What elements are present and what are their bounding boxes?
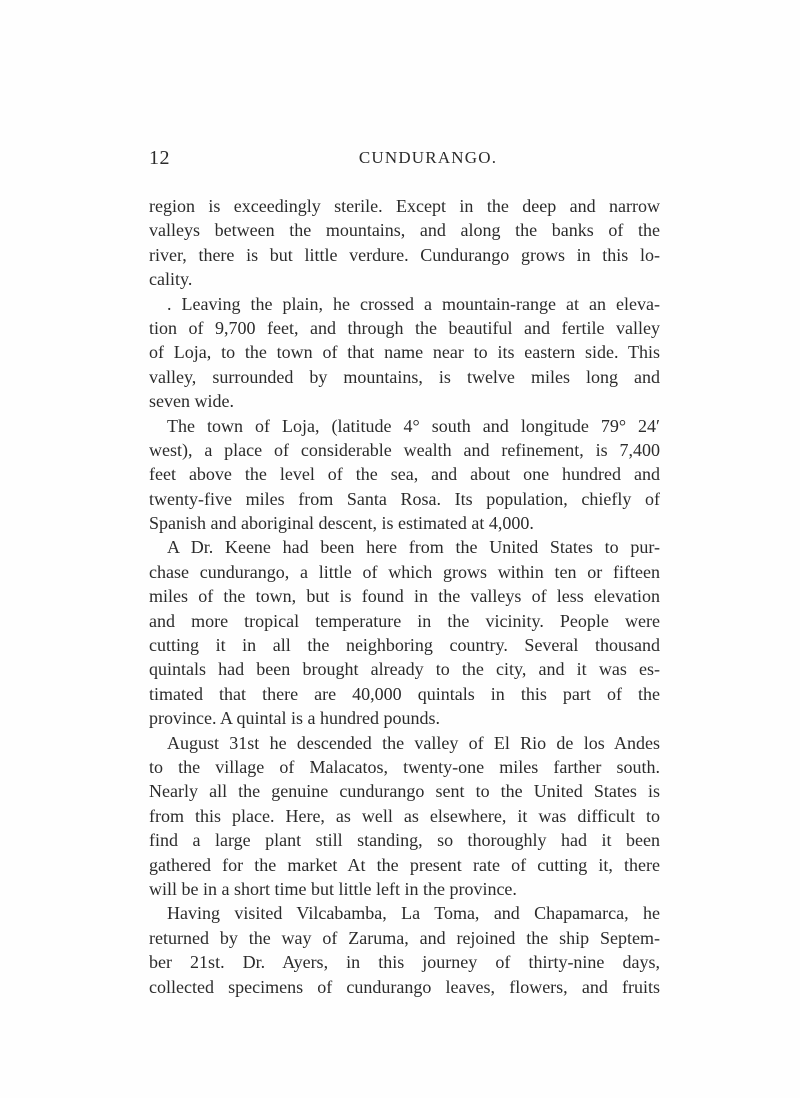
text-line: and more tropical temperature in the vicinity. People were bbox=[149, 610, 660, 631]
text-line: collected specimens of cundurango leaves, flowers, and fruits bbox=[149, 976, 660, 997]
text-line: Having visited Vilcabamba, La Toma, and Chapamarca, he bbox=[167, 903, 660, 924]
text-line: chase cundurango, a little of which grows within ten or fifteen bbox=[149, 561, 660, 582]
text-line: region is exceedingly sterile. Except in the deep and narrow bbox=[149, 196, 660, 216]
text-line: The town of Loja, (latitude 4° south and longitude 79° 24′ bbox=[167, 415, 660, 436]
text-line: August 31st he descended the valley of El Rio de los Andes bbox=[167, 732, 660, 753]
text-line: of Loja, to the town of that name near to its eastern side. This bbox=[149, 342, 660, 363]
body-text bbox=[149, 194, 660, 999]
text-line: feet above the level of the sea, and about one hundred and bbox=[149, 464, 660, 485]
text-line: gathered for the market At the present rate of cutting it, there bbox=[149, 854, 660, 875]
text-line: valleys between the mountains, and along the banks of the bbox=[149, 220, 660, 241]
text-line: from this place. Here, as well as elsewhere, it was difficult to bbox=[149, 805, 660, 826]
text-line: west), a place of considerable wealth and refinement, is 7,400 bbox=[149, 439, 660, 460]
text-line: seven wide. bbox=[149, 391, 234, 412]
text-line: A Dr. Keene had been here from the United States to pur- bbox=[167, 537, 660, 558]
text-line: miles of the town, but is found in the valleys of less elevation bbox=[149, 586, 660, 607]
text-line: province. A quintal is a hundred pounds. bbox=[149, 708, 440, 729]
running-title: CUNDURANGO. bbox=[358, 148, 498, 167]
text-line: to the village of Malacatos, twenty-one miles farther south. bbox=[149, 756, 660, 777]
text-line: returned by the way of Zaruma, and rejoined the ship Septem- bbox=[149, 927, 660, 948]
text-line: quintals had been brought already to the city, and it was es- bbox=[149, 659, 660, 680]
text-line: cality. bbox=[149, 269, 193, 290]
page-number: 12 bbox=[149, 147, 170, 169]
text-line: tion of 9,700 feet, and through the beautiful and fertile valley bbox=[149, 317, 660, 338]
text-line: Nearly all the genuine cundurango sent to the United States is bbox=[149, 781, 660, 802]
text-line: river, there is but little verdure. Cundurango grows in this lo- bbox=[149, 244, 660, 265]
text-line: . Leaving the plain, he crossed a mountain-range at an eleva- bbox=[167, 293, 660, 314]
running-head bbox=[149, 144, 661, 172]
text-line: timated that there are 40,000 quintals in this part of the bbox=[149, 683, 660, 704]
text-line: will be in a short time but little left in the province. bbox=[149, 878, 517, 899]
text-line: cutting it in all the neighboring country. Several thousand bbox=[149, 635, 660, 656]
text-line: find a large plant still standing, so thoroughly had it been bbox=[149, 830, 660, 851]
text-line: twenty-five miles from Santa Rosa. Its population, chiefly of bbox=[149, 488, 660, 509]
text-line: ber 21st. Dr. Ayers, in this journey of thirty-nine days, bbox=[149, 952, 660, 973]
text-line: valley, surrounded by mountains, is twelve miles long and bbox=[149, 366, 660, 387]
text-line: Spanish and aboriginal descent, is estimated at 4,000. bbox=[149, 513, 534, 534]
